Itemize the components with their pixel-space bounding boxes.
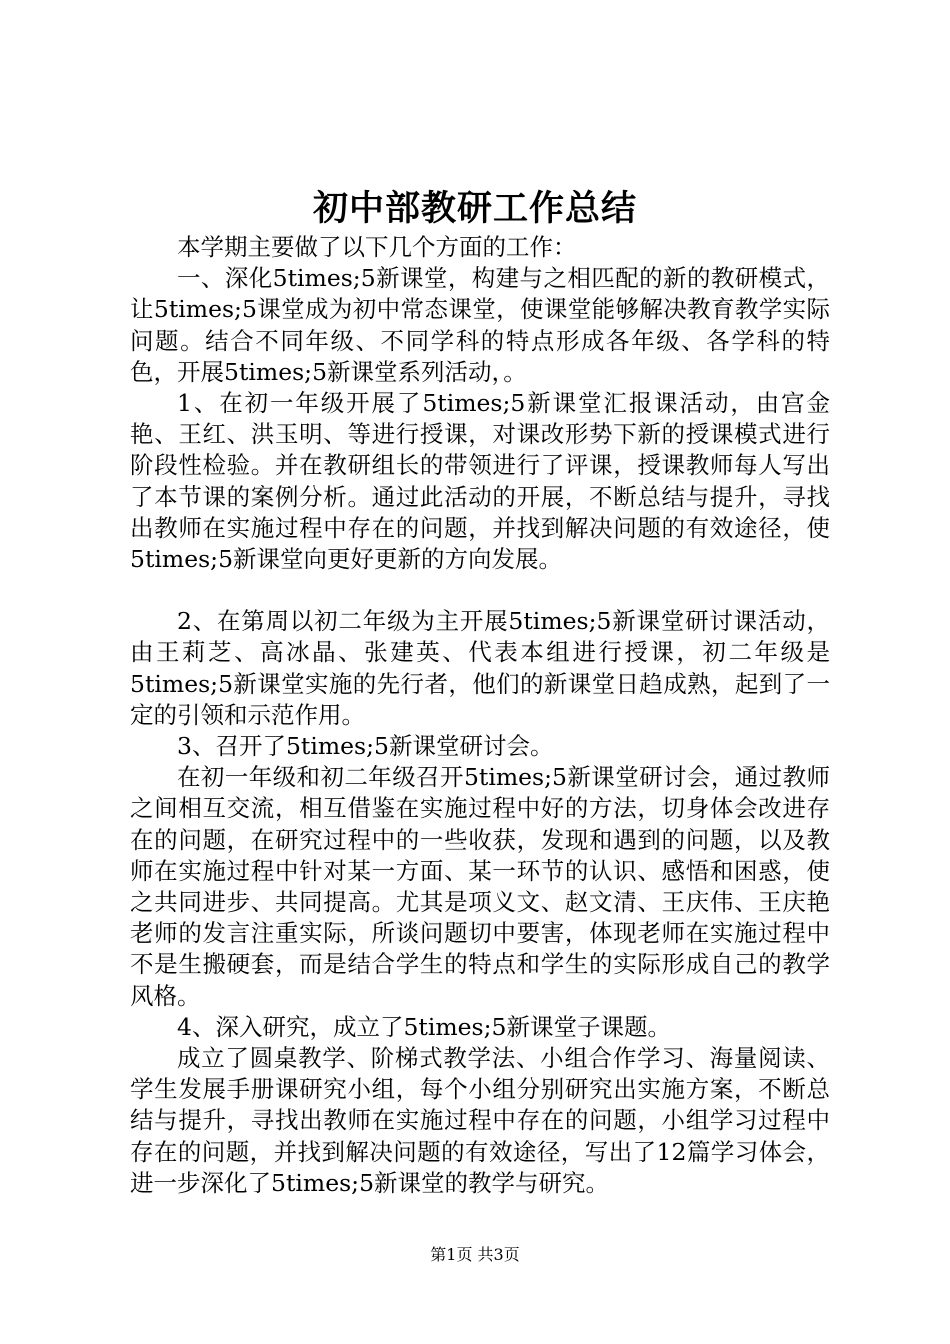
paragraph-item-1: 1、在初一年级开展了5times;5新课堂汇报课活动，由宫金艳、王红、洪玉明、等进行授课，对课改形势下新的授课模式进行阶段性检验。并在教研组长的带领进行了评课，授课教师每人写出了本节课的案例分析。通过此活动的开展，不断总结与提升，寻找出教师在实施过程中存在的问题，并找到解决问题的有效途径，使5times;5新课堂向更好更新的方向发展。	[130, 389, 830, 574]
document-body	[130, 232, 830, 1199]
paragraph-item-3-heading: 3、召开了5times;5新课堂研讨会。	[177, 732, 554, 761]
paragraph-section-1: 一、深化5times;5新课堂，构建与之相匹配的新的教研模式，让5times;5课堂成为初中常态课堂，使课堂能够解决教育教学实际问题。结合不同年级、不同学科的特点形成各年级、各学科的特色，开展5times;5新课堂系列活动，。	[130, 264, 830, 386]
page-number-footer: 第1页 共3页	[430, 1245, 520, 1264]
paragraph-item-4-body: 成立了圆桌教学、阶梯式教学法、小组合作学习、海量阅读、学生发展手册课研究小组，每个小组分别研究出实施方案，不断总结与提升，寻找出教师在实施过程中存在的问题，小组学习过程中存在的问题，并找到解决问题的有效途径，写出了12篇学习体会，进一步深化了5times;5新课堂的教学与研究。	[130, 1044, 830, 1197]
paragraph-item-2: 2、在第周以初二年级为主开展5times;5新课堂研讨课活动，由王莉芝、高冰晶、张建英、代表本组进行授课，初二年级是5times;5新课堂实施的先行者，他们的新课堂日趋成熟，起到了一定的引领和示范作用。	[130, 607, 830, 729]
paragraph-item-3-body: 在初一年级和初二年级召开5times;5新课堂研讨会，通过教师之间相互交流，相互借鉴在实施过程中好的方法，切身体会改进存在的问题，在研究过程中的一些收获，发现和遇到的问题，以及教师在实施过程中针对某一方面、某一环节的认识、感悟和困惑，使之共同进步、共同提高。尤其是项义文、赵文清、王庆伟、王庆艳老师的发言注重实际，所谈问题切中要害，体现老师在实施过程中不是生搬硬套，而是结合学生的特点和学生的实际形成自己的教学风格。	[130, 763, 830, 1010]
paragraph-intro: 本学期主要做了以下几个方面的工作：	[177, 233, 577, 261]
document-title: 初中部教研工作总结	[312, 188, 637, 229]
paragraph-item-4-heading: 4、深入研究，成立了5times;5新课堂子课题。	[177, 1012, 671, 1041]
